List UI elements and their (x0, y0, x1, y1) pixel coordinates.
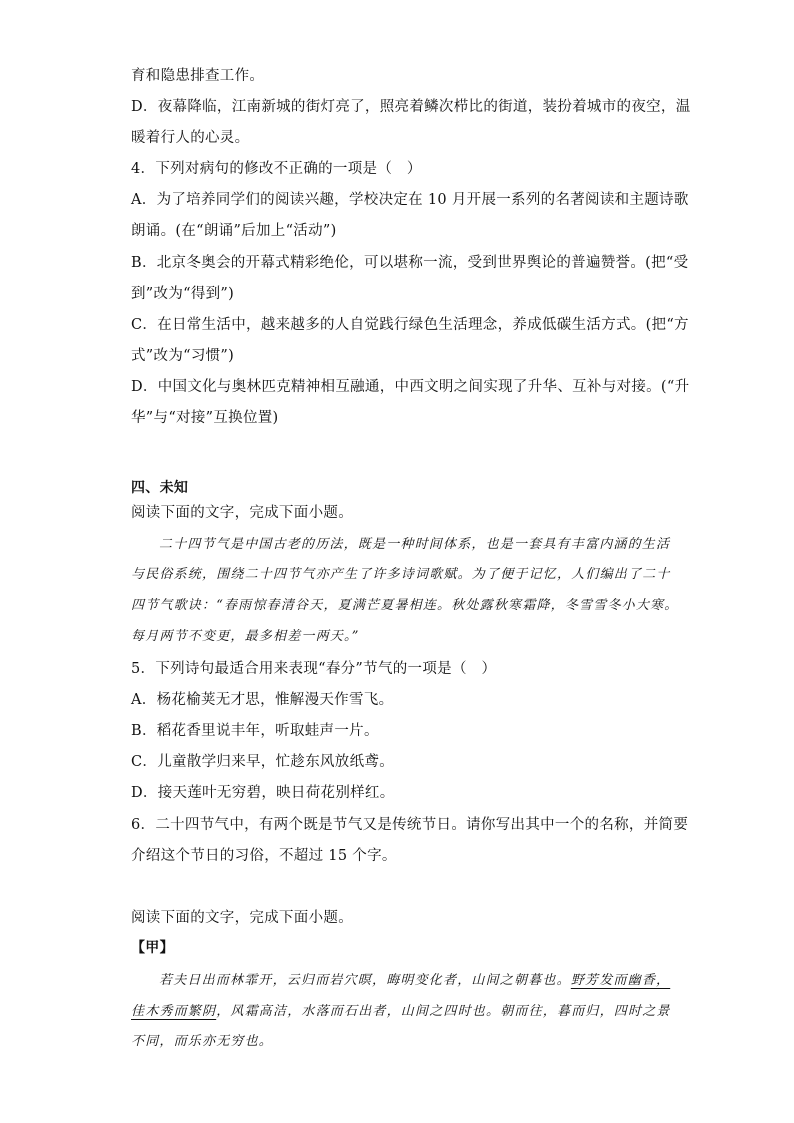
text-line: 朗诵。(在“朗诵”后加上“活动”) (131, 223, 337, 239)
text-line: 式”改为“习惯”) (131, 348, 235, 364)
passage-text: ，风霜高洁，水落而石出者，山间之四时也。朝而往，暮而归，四时之景 (216, 1004, 671, 1019)
text-line: 育和隐患排查工作。 (131, 68, 265, 84)
option-a-line: A．为了培养同学们的阅读兴趣，学校决定在 10 月开展一系列的名著阅读和主题诗歌 (131, 192, 689, 208)
q5-option-a: A．杨花榆荚无才思，惟解漫天作雪飞。 (131, 692, 394, 708)
passage-label: 【甲】 (131, 940, 174, 956)
text-line: 到”改为“得到”) (131, 286, 235, 302)
option-d-line: D．夜幕降临，江南新城的街灯亮了，照亮着鳞次栉比的街道，装扮着城市的夜空，温 (131, 99, 691, 115)
reading-intro: 阅读下面的文字，完成下面小题。 (131, 910, 353, 926)
q5-option-c: C．儿童散学归来早，忙趁东风放纸鸢。 (131, 754, 394, 770)
underlined-text: 野芳发而幽香， (570, 973, 671, 988)
passage-text: 若夫日出而林霏开，云归而岩穴暝，晦明变化者，山间之朝暮也。 (159, 973, 571, 988)
question-4: 4．下列对病句的修改不正确的一项是（ ） (131, 161, 422, 177)
passage-line: 不同，而乐亦无穷也。 (131, 1034, 274, 1049)
q5-option-b: B．稻花香里说丰年，听取蛙声一片。 (131, 723, 379, 739)
option-b-line: B．北京冬奥会的开幕式精彩绝伦，可以堪称一流，受到世界舆论的普遍赞誉。(把“受 (131, 255, 689, 271)
text-line: 暖着行人的心灵。 (131, 130, 250, 146)
passage-line: 四节气歌诀：“春雨惊春清谷天，夏满芒夏暑相连。秋处露秋寒霜降，冬雪雪冬小大寒。 (131, 598, 679, 613)
passage-line (159, 971, 670, 991)
question-6-cont: 介绍这个节日的习俗，不超过 15 个字。 (131, 848, 397, 864)
section-title: 四、未知 (131, 480, 189, 496)
question-6: 6．二十四节气中，有两个既是节气又是传统节日。请你写出其中一个的名称，并简要 (131, 817, 689, 833)
question-5: 5．下列诗句最适合用来表现“春分”节气的一项是（ ） (131, 661, 497, 677)
option-c-line: C．在日常生活中，越来越多的人自觉践行绿色生活理念，养成低碳生活方式。(把“方 (131, 317, 689, 333)
option-d-line: D．中国文化与奥林匹克精神相互融通，中西文明之间实现了升华、互补与对接。(“升 (131, 379, 690, 395)
passage-line: 与民俗系统，围绕二十四节气亦产生了许多诗词歌赋。为了便于记忆，人们编出了二十 (131, 567, 671, 582)
passage-line: 每月两节不变更，最多相差一两天。” (131, 629, 360, 644)
passage-line (131, 1002, 671, 1022)
underlined-text: 佳木秀而繁阴 (131, 1004, 217, 1019)
reading-intro: 阅读下面的文字，完成下面小题。 (131, 505, 353, 521)
passage-line: 二十四节气是中国古老的历法，既是一种时间体系，也是一套具有丰富内涵的生活 (159, 537, 671, 552)
q5-option-d: D．接天莲叶无穷碧，映日荷花别样红。 (131, 785, 395, 801)
text-line: 华”与“对接”互换位置) (131, 410, 279, 426)
